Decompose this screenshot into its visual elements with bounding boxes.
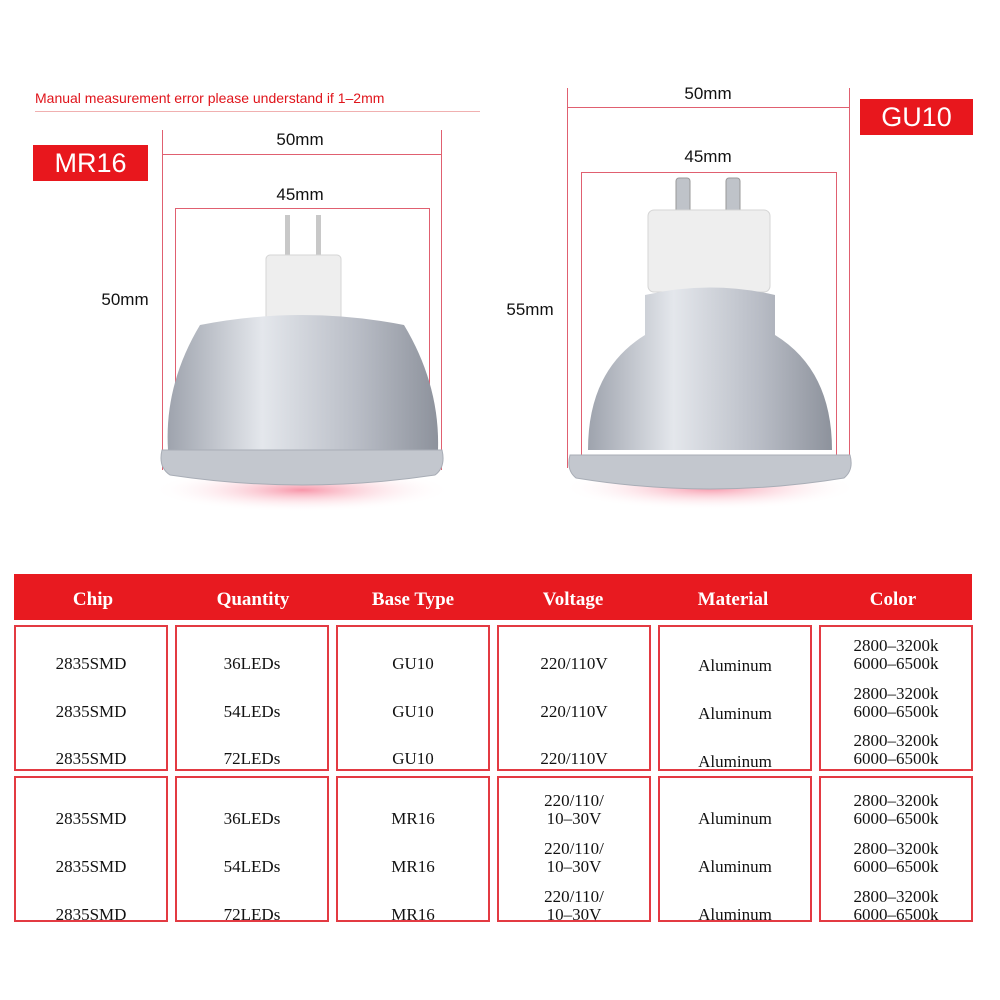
- cell-chip: 2835SMD: [55, 857, 127, 876]
- cell-color-warm: 2800–3200k: [853, 684, 939, 703]
- cell-base-type: MR16: [391, 857, 435, 876]
- col-color-group-gu10: [819, 625, 973, 771]
- cell-voltage-low: 10–30V: [546, 809, 602, 828]
- col-material-group-gu10: [658, 625, 812, 771]
- col-voltage-group-gu10: [497, 625, 651, 771]
- gu10-outer-width-line: [567, 107, 849, 108]
- header-base-type: Base Type: [371, 589, 455, 610]
- col-quantity-group-mr16: [175, 776, 329, 922]
- cell-voltage-low: 10–30V: [546, 905, 602, 924]
- cell-quantity: 54LEDs: [223, 857, 281, 876]
- mr16-badge: MR16: [33, 145, 148, 181]
- cell-color-cool: 6000–6500k: [853, 654, 939, 673]
- cell-quantity: 36LEDs: [223, 654, 281, 673]
- col-chip-group-gu10: [14, 625, 168, 771]
- col-quantity-group-gu10: [175, 625, 329, 771]
- cell-color-warm: 2800–3200k: [853, 839, 939, 858]
- cell-voltage-low: 10–30V: [546, 857, 602, 876]
- gu10-height: 55mm: [506, 300, 554, 319]
- cell-voltage: 220/110/: [544, 791, 604, 810]
- cell-base-type: GU10: [392, 702, 434, 721]
- cell-voltage: 220/110V: [540, 749, 608, 768]
- cell-color-warm: 2800–3200k: [853, 791, 939, 810]
- header-voltage: Voltage: [542, 589, 604, 610]
- header-material: Material: [697, 589, 769, 610]
- cell-chip: 2835SMD: [55, 654, 127, 673]
- mr16-bulb-illustration: [150, 205, 455, 515]
- cell-base-type: MR16: [391, 905, 435, 924]
- cell-color-cool: 6000–6500k: [853, 857, 939, 876]
- col-base-group-mr16: [336, 776, 490, 922]
- col-chip-group-mr16: [14, 776, 168, 922]
- cell-color-cool: 6000–6500k: [853, 809, 939, 828]
- gu10-inner-width: 45mm: [684, 147, 732, 166]
- col-voltage-group-mr16: [497, 776, 651, 922]
- gu10-badge: GU10: [860, 99, 973, 135]
- gu10-outer-width: 50mm: [684, 84, 732, 103]
- cell-quantity: 72LEDs: [223, 749, 281, 768]
- cell-color-warm: 2800–3200k: [853, 731, 939, 750]
- cell-material: Aluminum: [698, 752, 772, 771]
- header-color: Color: [869, 589, 917, 610]
- gu10-bulb-illustration: [560, 170, 860, 515]
- measurement-note: Manual measurement error please understand if 1–2mm: [35, 90, 385, 106]
- cell-base-type: MR16: [391, 809, 435, 828]
- cell-chip: 2835SMD: [55, 809, 127, 828]
- header-quantity: Quantity: [216, 589, 290, 610]
- cell-chip: 2835SMD: [55, 905, 127, 924]
- header-chip: Chip: [72, 589, 114, 610]
- cell-voltage: 220/110V: [540, 654, 608, 673]
- cell-base-type: GU10: [392, 654, 434, 673]
- mr16-height: 50mm: [101, 290, 149, 309]
- cell-color-cool: 6000–6500k: [853, 905, 939, 924]
- note-underline: [35, 111, 480, 112]
- cell-voltage: 220/110/: [544, 839, 604, 858]
- cell-quantity: 36LEDs: [223, 809, 281, 828]
- cell-chip: 2835SMD: [55, 749, 127, 768]
- cell-material: Aluminum: [698, 809, 772, 828]
- cell-quantity: 72LEDs: [223, 905, 281, 924]
- col-material-group-mr16: [658, 776, 812, 922]
- cell-color-cool: 6000–6500k: [853, 702, 939, 721]
- cell-color-cool: 6000–6500k: [853, 749, 939, 768]
- cell-color-warm: 2800–3200k: [853, 636, 939, 655]
- cell-color-warm: 2800–3200k: [853, 887, 939, 906]
- cell-material: Aluminum: [698, 857, 772, 876]
- spec-table-header: [14, 574, 972, 620]
- mr16-outer-width: 50mm: [276, 130, 324, 149]
- cell-voltage: 220/110/: [544, 887, 604, 906]
- cell-chip: 2835SMD: [55, 702, 127, 721]
- cell-voltage: 220/110V: [540, 702, 608, 721]
- col-base-group-gu10: [336, 625, 490, 771]
- mr16-outer-width-line: [162, 154, 441, 155]
- cell-material: Aluminum: [698, 905, 772, 924]
- cell-material: Aluminum: [698, 704, 772, 723]
- cell-base-type: GU10: [392, 749, 434, 768]
- cell-material: Aluminum: [698, 656, 772, 675]
- cell-quantity: 54LEDs: [223, 702, 281, 721]
- mr16-inner-width: 45mm: [276, 185, 324, 204]
- col-color-group-mr16: [819, 776, 973, 922]
